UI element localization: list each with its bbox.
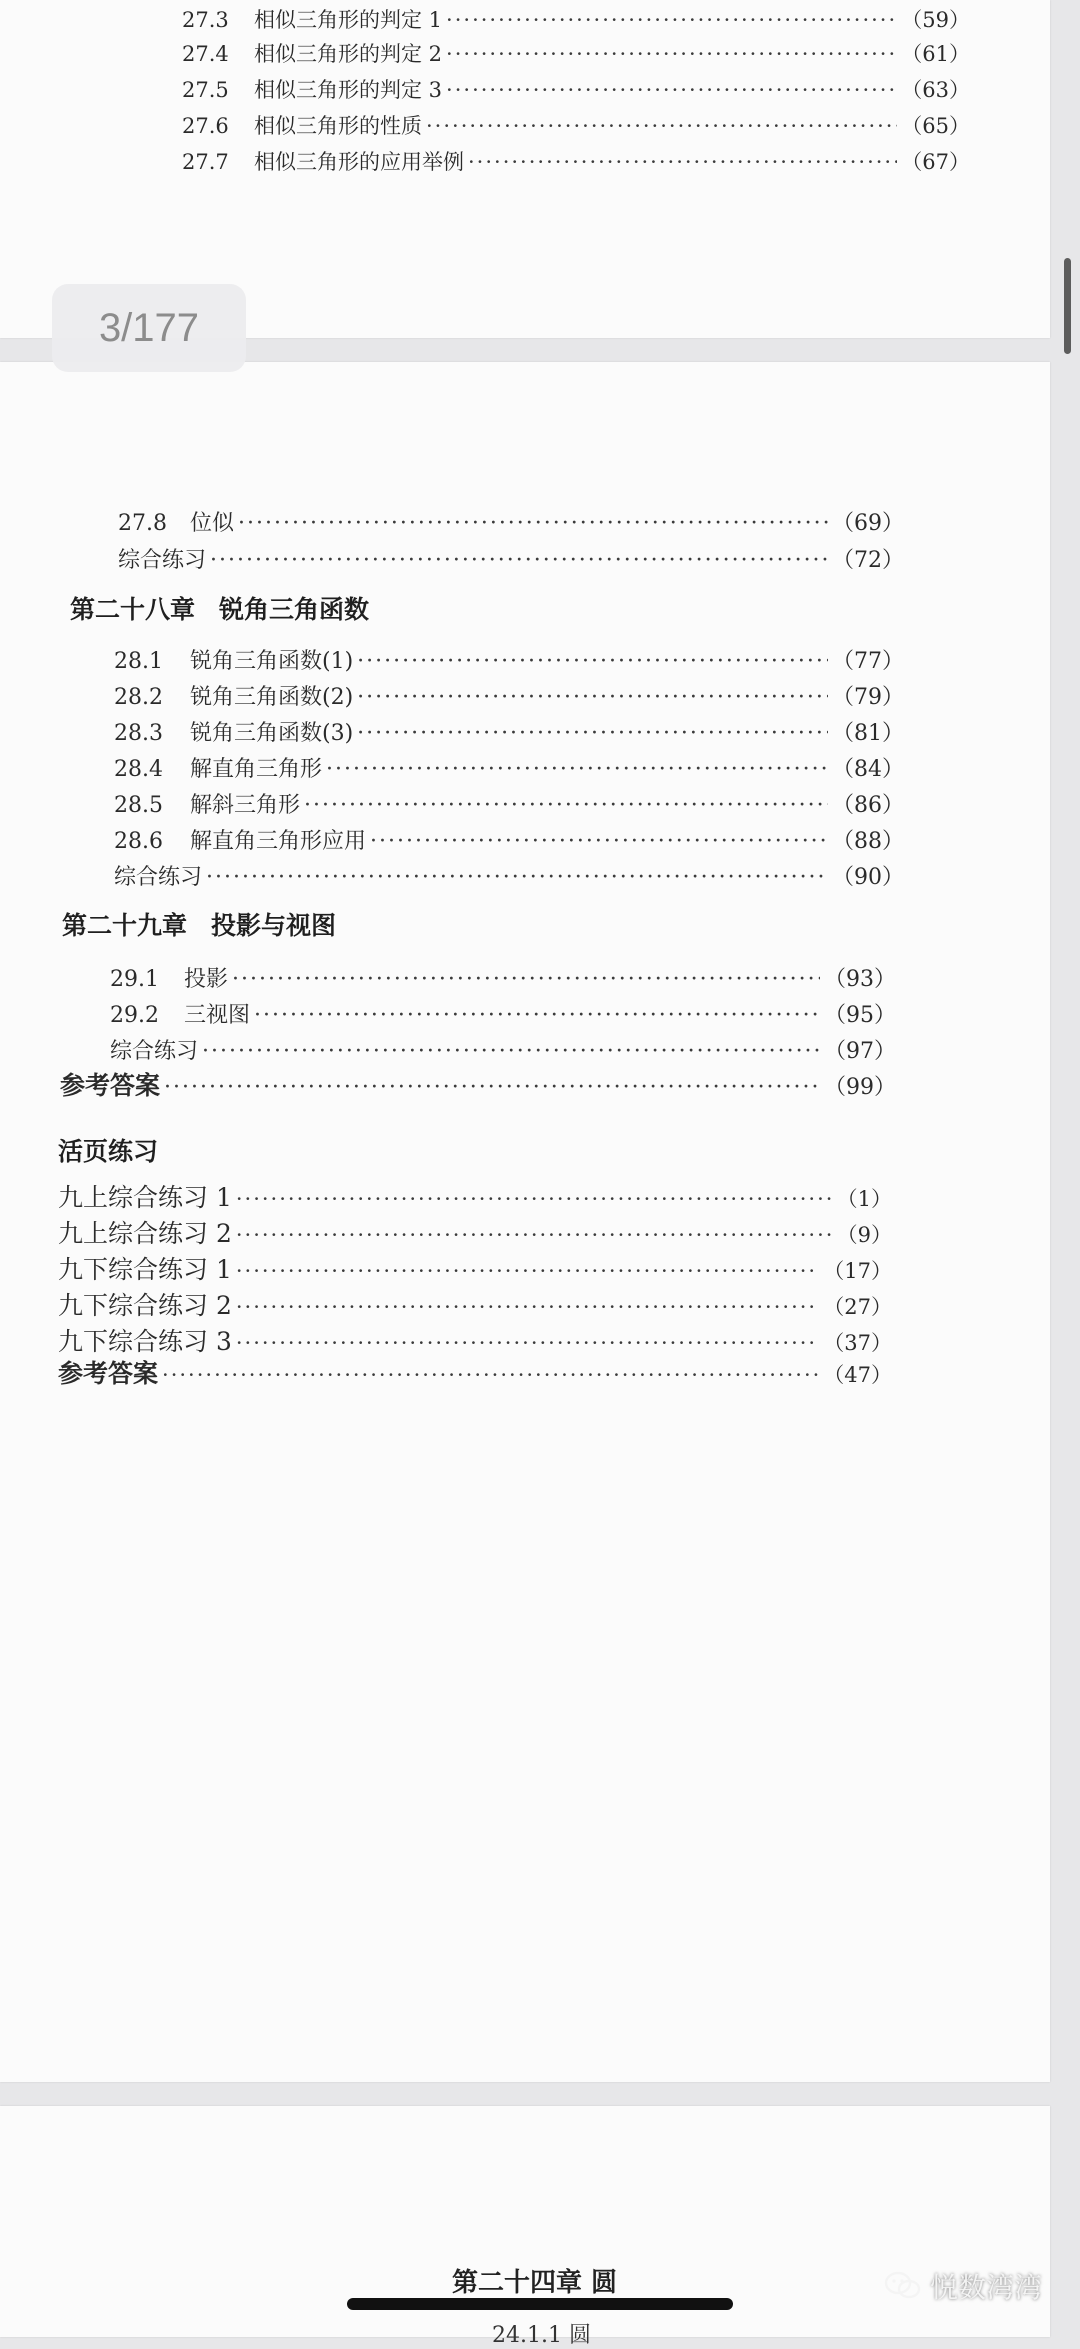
toc-entry-page: （37）	[823, 1331, 892, 1355]
toc-entry[interactable]	[182, 146, 970, 176]
toc-entry-page: （97）	[824, 1039, 896, 1064]
watermark-text: 悦数湾湾	[930, 2272, 1043, 2303]
leader-dots	[162, 1363, 819, 1387]
toc-entry-page: （77）	[832, 649, 904, 674]
toc-entry-title: 相似三角形的判定 3	[254, 78, 443, 102]
toc-entry[interactable]	[58, 1322, 892, 1358]
chapter-heading-28[interactable]	[70, 590, 369, 626]
toc-entry-title: 锐角三角函数(3)	[190, 721, 354, 746]
leader-dots	[236, 1295, 819, 1319]
toc-entry-title: 解斜三角形	[190, 793, 301, 818]
toc-entry-title: 解直角三角形	[190, 757, 323, 782]
answers-title: 参考答案	[58, 1359, 159, 1388]
toc-entry-page: （86）	[832, 793, 904, 818]
toc-entry-number: 28.3	[114, 721, 163, 746]
toc-entry-page: （65）	[901, 114, 970, 138]
toc-entry-title: 锐角三角函数(2)	[190, 685, 354, 710]
leader-dots	[236, 1259, 819, 1283]
toc-entry-title: 九上综合练习 2	[58, 1219, 232, 1248]
toc-entry[interactable]	[114, 680, 904, 711]
toc-entry-title: 九下综合练习 1	[58, 1255, 232, 1284]
toc-entry[interactable]	[60, 1066, 896, 1102]
leader-dots	[370, 829, 828, 854]
toc-entry-page: （72）	[832, 548, 904, 573]
leader-dots	[426, 114, 897, 138]
toc-entry[interactable]	[110, 998, 896, 1029]
toc-entry-title: 综合练习	[118, 548, 207, 573]
toc-entry-title: 相似三角形的性质	[254, 114, 422, 138]
leader-dots	[238, 511, 828, 536]
toc-entry-number: 28.1	[114, 649, 163, 674]
leader-dots	[446, 8, 897, 32]
toc-entry-page: （59）	[901, 8, 970, 32]
toc-entry-title: 九下综合练习 2	[58, 1291, 232, 1320]
toc-entry-page: （93）	[824, 967, 896, 992]
toc-entry[interactable]	[58, 1178, 892, 1214]
toc-entry-title: 解直角三角形应用	[190, 829, 367, 854]
toc-entry-page: （69）	[832, 511, 904, 536]
toc-entry[interactable]	[114, 860, 904, 891]
page-indicator-text: 3/177	[98, 305, 200, 350]
toc-entry-page: （95）	[824, 1003, 896, 1028]
toc-entry[interactable]	[110, 962, 896, 993]
toc-entry[interactable]	[58, 1354, 892, 1390]
toc-entry-page: （63）	[901, 78, 970, 102]
leader-dots	[357, 685, 828, 710]
toc-entry[interactable]	[58, 1250, 892, 1286]
toc-entry-number: 28.4	[114, 757, 163, 782]
chapter-heading-29[interactable]	[62, 906, 336, 942]
toc-entry[interactable]	[114, 716, 904, 747]
chapter-number: 第二十九章	[62, 911, 188, 940]
leader-dots	[254, 1003, 820, 1028]
leader-dots	[357, 649, 828, 674]
answers-title: 参考答案	[60, 1071, 161, 1100]
toc-entry-number: 27.3	[182, 8, 229, 32]
next-page-chapter-heading: 第二十四章 圆	[452, 2268, 618, 2298]
leader-dots	[326, 757, 828, 782]
toc-entry-page: （47）	[823, 1363, 892, 1387]
toc-entry[interactable]	[114, 644, 904, 675]
leader-dots	[236, 1223, 833, 1247]
toc-entry-title: 锐角三角函数(1)	[190, 649, 354, 674]
toc-entry-number: 27.6	[182, 114, 229, 138]
loose-leaf-heading[interactable]	[58, 1132, 158, 1168]
leader-dots	[232, 967, 820, 992]
toc-entry[interactable]	[118, 506, 904, 537]
toc-entry-page: （81）	[832, 721, 904, 746]
toc-entry-page: （61）	[901, 42, 970, 66]
loose-leaf-title: 活页练习	[58, 1137, 159, 1166]
scrollbar-thumb[interactable]	[1064, 258, 1071, 354]
toc-entry[interactable]	[182, 110, 970, 140]
leader-dots	[236, 1187, 833, 1211]
toc-entry-page: （90）	[832, 865, 904, 890]
toc-entry-number: 28.6	[114, 829, 163, 854]
toc-entry-title: 相似三角形的判定 1	[254, 8, 443, 32]
toc-entry[interactable]	[58, 1286, 892, 1322]
toc-entry-title: 相似三角形的判定 2	[254, 42, 443, 66]
toc-entry-page: （9）	[836, 1223, 892, 1247]
toc-entry-page: （17）	[823, 1259, 892, 1283]
leader-dots	[468, 150, 897, 174]
watermark	[884, 2266, 1042, 2306]
document-page-3	[0, 362, 1050, 2082]
toc-entry-page: （27）	[823, 1295, 892, 1319]
toc-entry-title: 九下综合练习 3	[58, 1327, 232, 1356]
toc-entry[interactable]	[114, 788, 904, 819]
toc-entry[interactable]	[182, 74, 970, 104]
leader-dots	[164, 1075, 820, 1100]
leader-dots	[236, 1331, 819, 1355]
toc-entry[interactable]	[114, 752, 904, 783]
chapter-title: 锐角三角函数	[219, 595, 370, 624]
toc-entry-page: （99）	[824, 1075, 896, 1100]
toc-entry-title: 综合练习	[114, 865, 203, 890]
toc-entry-page: （88）	[832, 829, 904, 854]
toc-entry[interactable]	[110, 1034, 896, 1065]
toc-entry-number: 28.5	[114, 793, 163, 818]
wechat-icon	[884, 2270, 922, 2302]
next-page-section-heading: 24.1.1 圆	[492, 2323, 591, 2348]
toc-entry-number: 27.7	[182, 150, 229, 174]
toc-entry-page: （79）	[832, 685, 904, 710]
toc-entry-number: 27.8	[118, 511, 167, 536]
leader-dots	[206, 865, 828, 890]
toc-entry-page: （1）	[836, 1187, 892, 1211]
toc-entry[interactable]	[118, 543, 904, 574]
chapter-number: 第二十八章	[70, 595, 196, 624]
toc-entry-title: 位似	[190, 511, 235, 536]
toc-entry-number: 28.2	[114, 685, 163, 710]
leader-dots	[210, 548, 828, 573]
toc-entry-page: （84）	[832, 757, 904, 782]
toc-entry-title: 相似三角形的应用举例	[254, 150, 464, 174]
toc-entry[interactable]	[182, 38, 970, 68]
home-indicator[interactable]	[347, 2298, 733, 2310]
leader-dots	[202, 1039, 820, 1064]
toc-entry-title: 三视图	[184, 1003, 251, 1028]
chapter-title: 投影与视图	[211, 911, 337, 940]
toc-entry-number: 29.2	[110, 1003, 159, 1028]
toc-entry-number: 27.5	[182, 78, 229, 102]
toc-entry-title: 投影	[184, 967, 229, 992]
toc-entry-title: 综合练习	[110, 1039, 199, 1064]
toc-entry[interactable]	[58, 1214, 892, 1250]
toc-entry[interactable]	[114, 824, 904, 855]
leader-dots	[357, 721, 828, 746]
leader-dots	[304, 793, 828, 818]
toc-entry-number: 27.4	[182, 42, 229, 66]
page-indicator	[52, 284, 246, 372]
toc-entry-page: （67）	[901, 150, 970, 174]
toc-entry-number: 29.1	[110, 967, 159, 992]
toc-entry[interactable]	[182, 4, 970, 34]
toc-entry-title: 九上综合练习 1	[58, 1183, 232, 1212]
leader-dots	[446, 78, 897, 102]
leader-dots	[446, 42, 897, 66]
